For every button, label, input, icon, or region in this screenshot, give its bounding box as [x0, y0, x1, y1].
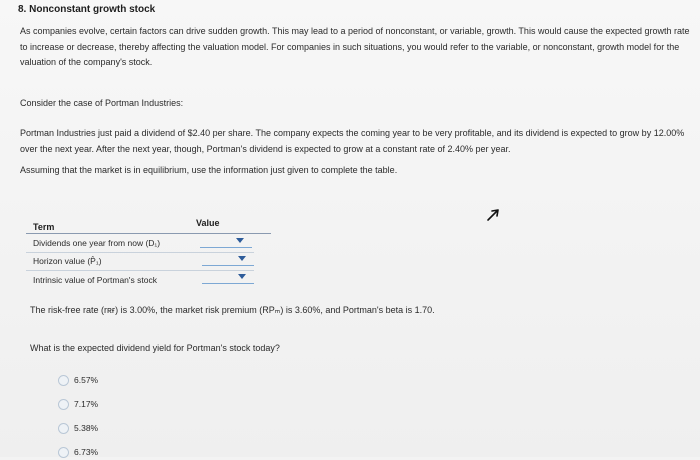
chevron-down-icon [238, 256, 246, 261]
mouse-cursor-icon [486, 208, 500, 222]
intrinsic-value-dropdown[interactable] [202, 271, 254, 284]
option-label: 6.73% [74, 447, 99, 457]
value-header: Value [196, 218, 220, 228]
radio-button[interactable] [58, 423, 69, 434]
dividend-dropdown[interactable] [200, 235, 252, 248]
case-prompt: Consider the case of Portman Industries: [20, 98, 184, 108]
instruction-text: Assuming that the market is in equilibrium, use the information just given to complete the table. [20, 165, 398, 175]
radio-button[interactable] [58, 399, 69, 410]
chevron-down-icon [236, 238, 244, 243]
option-label: 6.57% [74, 375, 99, 385]
question-title: 8. Nonconstant growth stock [18, 4, 156, 15]
radio-button[interactable] [58, 375, 69, 386]
term-header: Term [33, 222, 55, 232]
intro-paragraph: As companies evolve, certain factors can drive sudden growth. This may lead to a period of nonconstant, or variable, growth. This would cause the expected growth rate to increase or decrease, thereby affecting the valuation model. For companies in such situations, you would refer to the variable, or nonconstant, growth model for the valuation of the company's stock. [20, 26, 690, 67]
chevron-down-icon [238, 274, 246, 279]
case-paragraph: Portman Industries just paid a dividend of $2.40 per share. The company expects the coming year to be very profitable, and its dividend is expected to grow by 12.00% over the next year. After the next year, though, Portman's dividend is expected to grow at a constant rate of 2.40% per year. [20, 128, 685, 154]
risk-free-statement: The risk-free rate (rʀғ) is 3.00%, the market risk premium (RPₘ) is 3.60%, and Portman's beta is 1.70. [30, 305, 435, 315]
row-intrinsic-label: Intrinsic value of Portman's stock [33, 275, 157, 285]
radio-button[interactable] [58, 447, 69, 458]
option-label: 7.17% [74, 399, 99, 409]
row-dividend-label: Dividends one year from now (D₁) [33, 238, 161, 248]
horizon-value-dropdown[interactable] [202, 253, 254, 266]
dividend-yield-question: What is the expected dividend yield for Portman's stock today? [30, 343, 280, 353]
row-horizon-label: Horizon value (P̂₁) [33, 256, 102, 266]
table-header-divider [26, 233, 271, 234]
option-label: 5.38% [74, 423, 99, 433]
